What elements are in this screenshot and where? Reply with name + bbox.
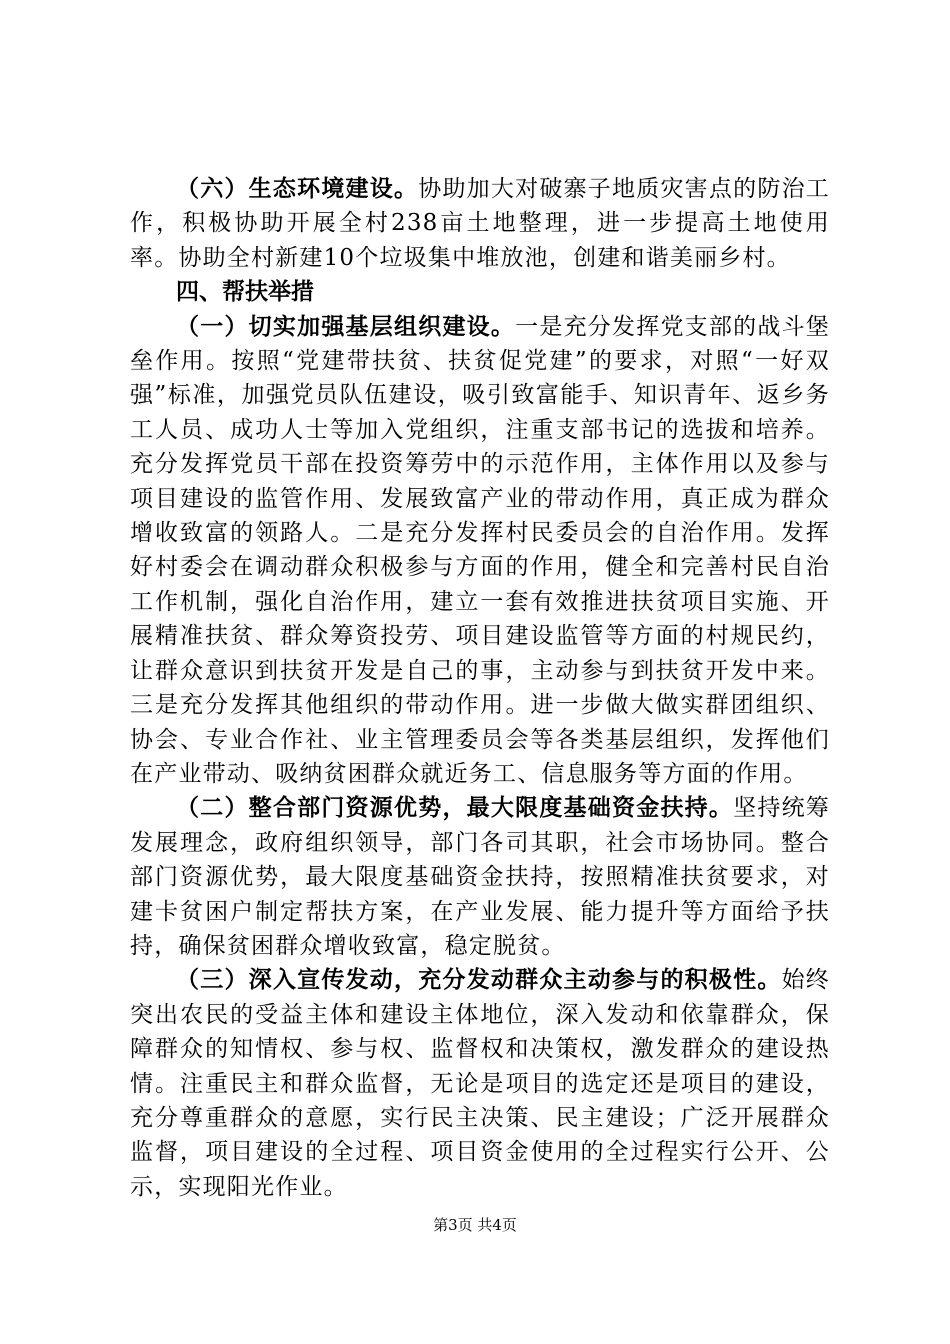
paragraph-lead: （六）生态环境建设。 xyxy=(176,176,419,202)
paragraph-ecology xyxy=(130,172,830,275)
paragraph-text: 协助加大对破寨子地质灾害点的防治工作，积极协助开展全村238亩土地整理，进一步提高土地使用率。协助全村新建10个垃圾集中堆放池，创建和谐美丽乡村。 xyxy=(130,176,830,271)
paragraph-text: 始终突出农民的受益主体和建设主体地位，深入发动和依靠群众，保障群众的知情权、参与权、监督权和决策权，激发群众的建设热情。注重民主和群众监督，无论是项目的选定还是项目的建设，充分尊重群众的意愿，实行民主决策、民主建设；广泛开展群众监督，项目建设的全过程、项目资金使用的全过程实行公开、公示，实现阳光作业。 xyxy=(130,967,831,1200)
paragraph-lead: （一）切实加强基层组织建设。 xyxy=(176,313,516,340)
paragraph-org-building xyxy=(130,310,830,792)
paragraph-text: 坚持统筹发展理念，政府组织领导，部门各司其职，社会市场协同。整合部门资源优势，最大限度基础资金扶持，按照精准扶贫要求，对建卡贫困户制定帮扶方案，在产业发展、能力提升等方面给予扶持，确保贫困群众增收致富，稳定脱贫。 xyxy=(130,795,830,959)
paragraph-text: 一是充分发挥党支部的战斗堡垒作用。按照“党建带扶贫、扶贫促党建”的要求，对照“一好双强”标准，加强党员队伍建设，吸引致富能手、知识青年、返乡务工人员、成功人士等加入党组织，注重支部书记的选拔和培养。充分发挥党员干部在投资筹劳中的示范作用，主体作用以及参与项目建设的监管作用、发展致富产业的带动作用，真正成为群众增收致富的领路人。二是充分发挥村民委员会的自治作用。发挥好村委会在调动群众积极参与方面的作用，健全和完善村民自治工作机制，强化自治作用，建立一套有效推进扶贫项目实施、开展精准扶贫、群众筹资投劳、项目建设监管等方面的村规民约，让群众意识到扶贫开发是自己的事，主动参与到扶贫开发中来。三是充分发挥其他组织的带动作用。进一步做大做实群团组织、协会、专业合作社、业主管理委员会等各类基层组织，发挥他们在产业带动、吸纳贫困群众就近务工、信息服务等方面的作用。 xyxy=(130,313,830,787)
paragraph-resources xyxy=(130,791,830,963)
paragraph-lead: （三）深入宣传发动，充分发动群众主动参与的积极性。 xyxy=(176,967,782,994)
section-heading: 四、帮扶举措 xyxy=(176,279,314,306)
paragraph-lead: （二）整合部门资源优势，最大限度基础资金扶持。 xyxy=(176,795,734,822)
paragraph-mobilization xyxy=(130,963,830,1204)
page-number: 第3页 共4页 xyxy=(433,1216,517,1234)
document-body xyxy=(130,172,830,1204)
page-footer xyxy=(0,1214,950,1235)
